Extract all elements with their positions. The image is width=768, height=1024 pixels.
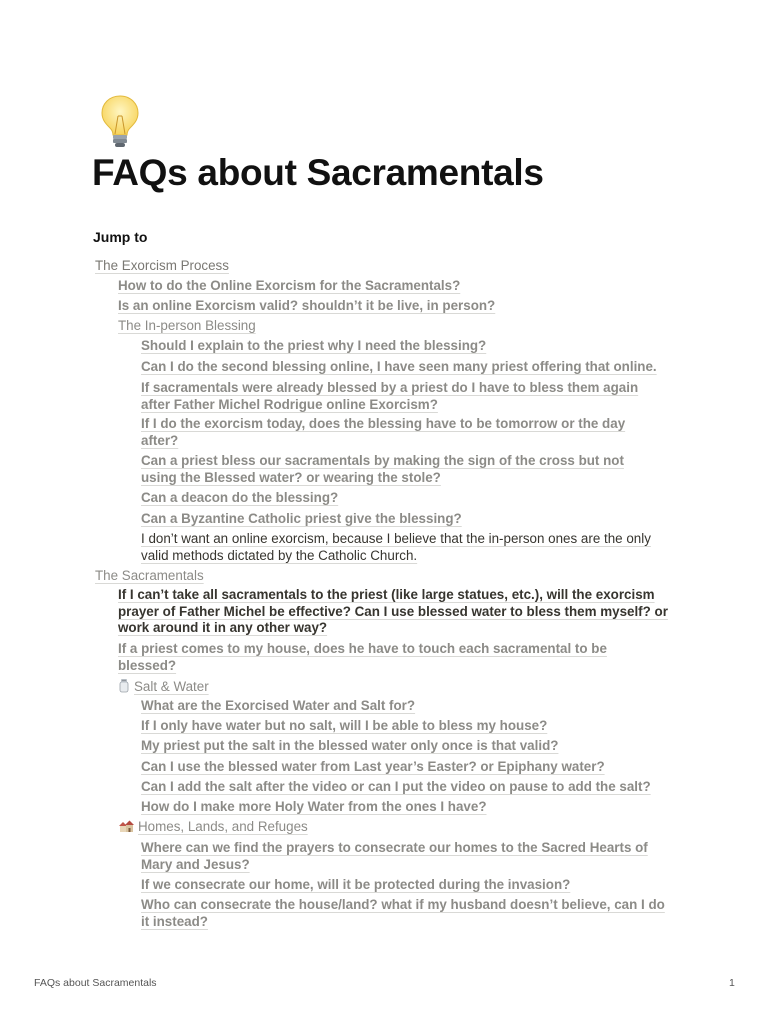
jump-to-heading: Jump to [93,229,148,245]
toc-link-in-person-blessing[interactable]: The In-person Blessing [118,318,256,333]
toc-link-last-year[interactable]: Can I use the blessed water from Last year’s Easter? or Epiphany water? [141,759,605,774]
toc-link-deacon[interactable]: Can a deacon do the blessing? [141,490,339,505]
page-title: FAQs about Sacramentals [92,152,544,193]
toc-link-explain-priest[interactable]: Should I explain to the priest why I need the blessing? [141,338,487,353]
toc-link-second-blessing-online[interactable]: Can I do the second blessing online, I have seen many priest offering that online. [141,359,657,374]
light-bulb-icon [100,94,140,150]
toc-link-add-salt-after[interactable]: Can I add the salt after the video or can I put the video on pause to add the salt? [141,779,651,794]
toc-link-more-holy-water[interactable]: How do I make more Holy Water from the ones I have? [141,799,487,814]
toc-link-what-for[interactable]: What are the Exorcised Water and Salt for? [141,698,416,713]
toc-link-already-blessed[interactable]: If sacramentals were already blessed by a priest do I have to bless them again after Father Michel Rodrigue online Exorcism? [141,380,639,412]
toc-link-exorcism-process[interactable]: The Exorcism Process [95,258,229,273]
salt-shaker-icon [118,678,130,693]
toc-link-cant-take-all[interactable]: If I can’t take all sacramentals to the priest (like large statues, etc.), will the exorcism prayer of Father Michel be effective? Can I use blessed water to bless them myself? or work around it in any other way? [118,587,668,635]
homes-lands-label: Homes, Lands, and Refuges [138,819,308,834]
toc-link-salt-once[interactable]: My priest put the salt in the blessed water only once is that valid? [141,738,559,753]
toc-link-water-no-salt[interactable]: If I only have water but no salt, will I be able to bless my house? [141,718,548,733]
toc-link-salt-water[interactable] [118,678,209,696]
toc-link-homes-lands[interactable] [118,819,308,836]
houses-icon [118,819,134,833]
toc-link-dont-want-online[interactable]: I don’t want an online exorcism, because I believe that the in-person ones are the only valid methods dictated by the Catholic Church. [141,531,651,563]
salt-water-label: Salt & Water [134,679,209,694]
footer-page-number: 1 [729,977,735,989]
toc-link-tomorrow-or-after[interactable]: If I do the exorcism today, does the blessing have to be tomorrow or the day after? [141,416,626,448]
toc-link-sign-of-cross[interactable]: Can a priest bless our sacramentals by making the sign of the cross but not using the Blessed water? or wearing the stole? [141,453,624,485]
toc-link-protected-invasion[interactable]: If we consecrate our home, will it be protected during the invasion? [141,877,571,892]
toc-link-online-valid[interactable]: Is an online Exorcism valid? shouldn’t it be live, in person? [118,298,496,313]
toc-link-consecrate-prayers[interactable]: Where can we find the prayers to consecrate our homes to the Sacred Hearts of Mary and Jesus? [141,840,648,872]
toc-link-priest-comes-house[interactable]: If a priest comes to my house, does he have to touch each sacramental to be blessed? [118,641,607,673]
toc-link-byzantine[interactable]: Can a Byzantine Catholic priest give the blessing? [141,511,462,526]
toc-link-who-can-consecrate[interactable]: Who can consecrate the house/land? what if my husband doesn’t believe, can I do it instead? [141,897,665,929]
toc-link-the-sacramentals[interactable]: The Sacramentals [95,568,204,583]
toc-link-how-to-online[interactable]: How to do the Online Exorcism for the Sacramentals? [118,278,461,293]
footer-doc-title: FAQs about Sacramentals [34,977,157,989]
